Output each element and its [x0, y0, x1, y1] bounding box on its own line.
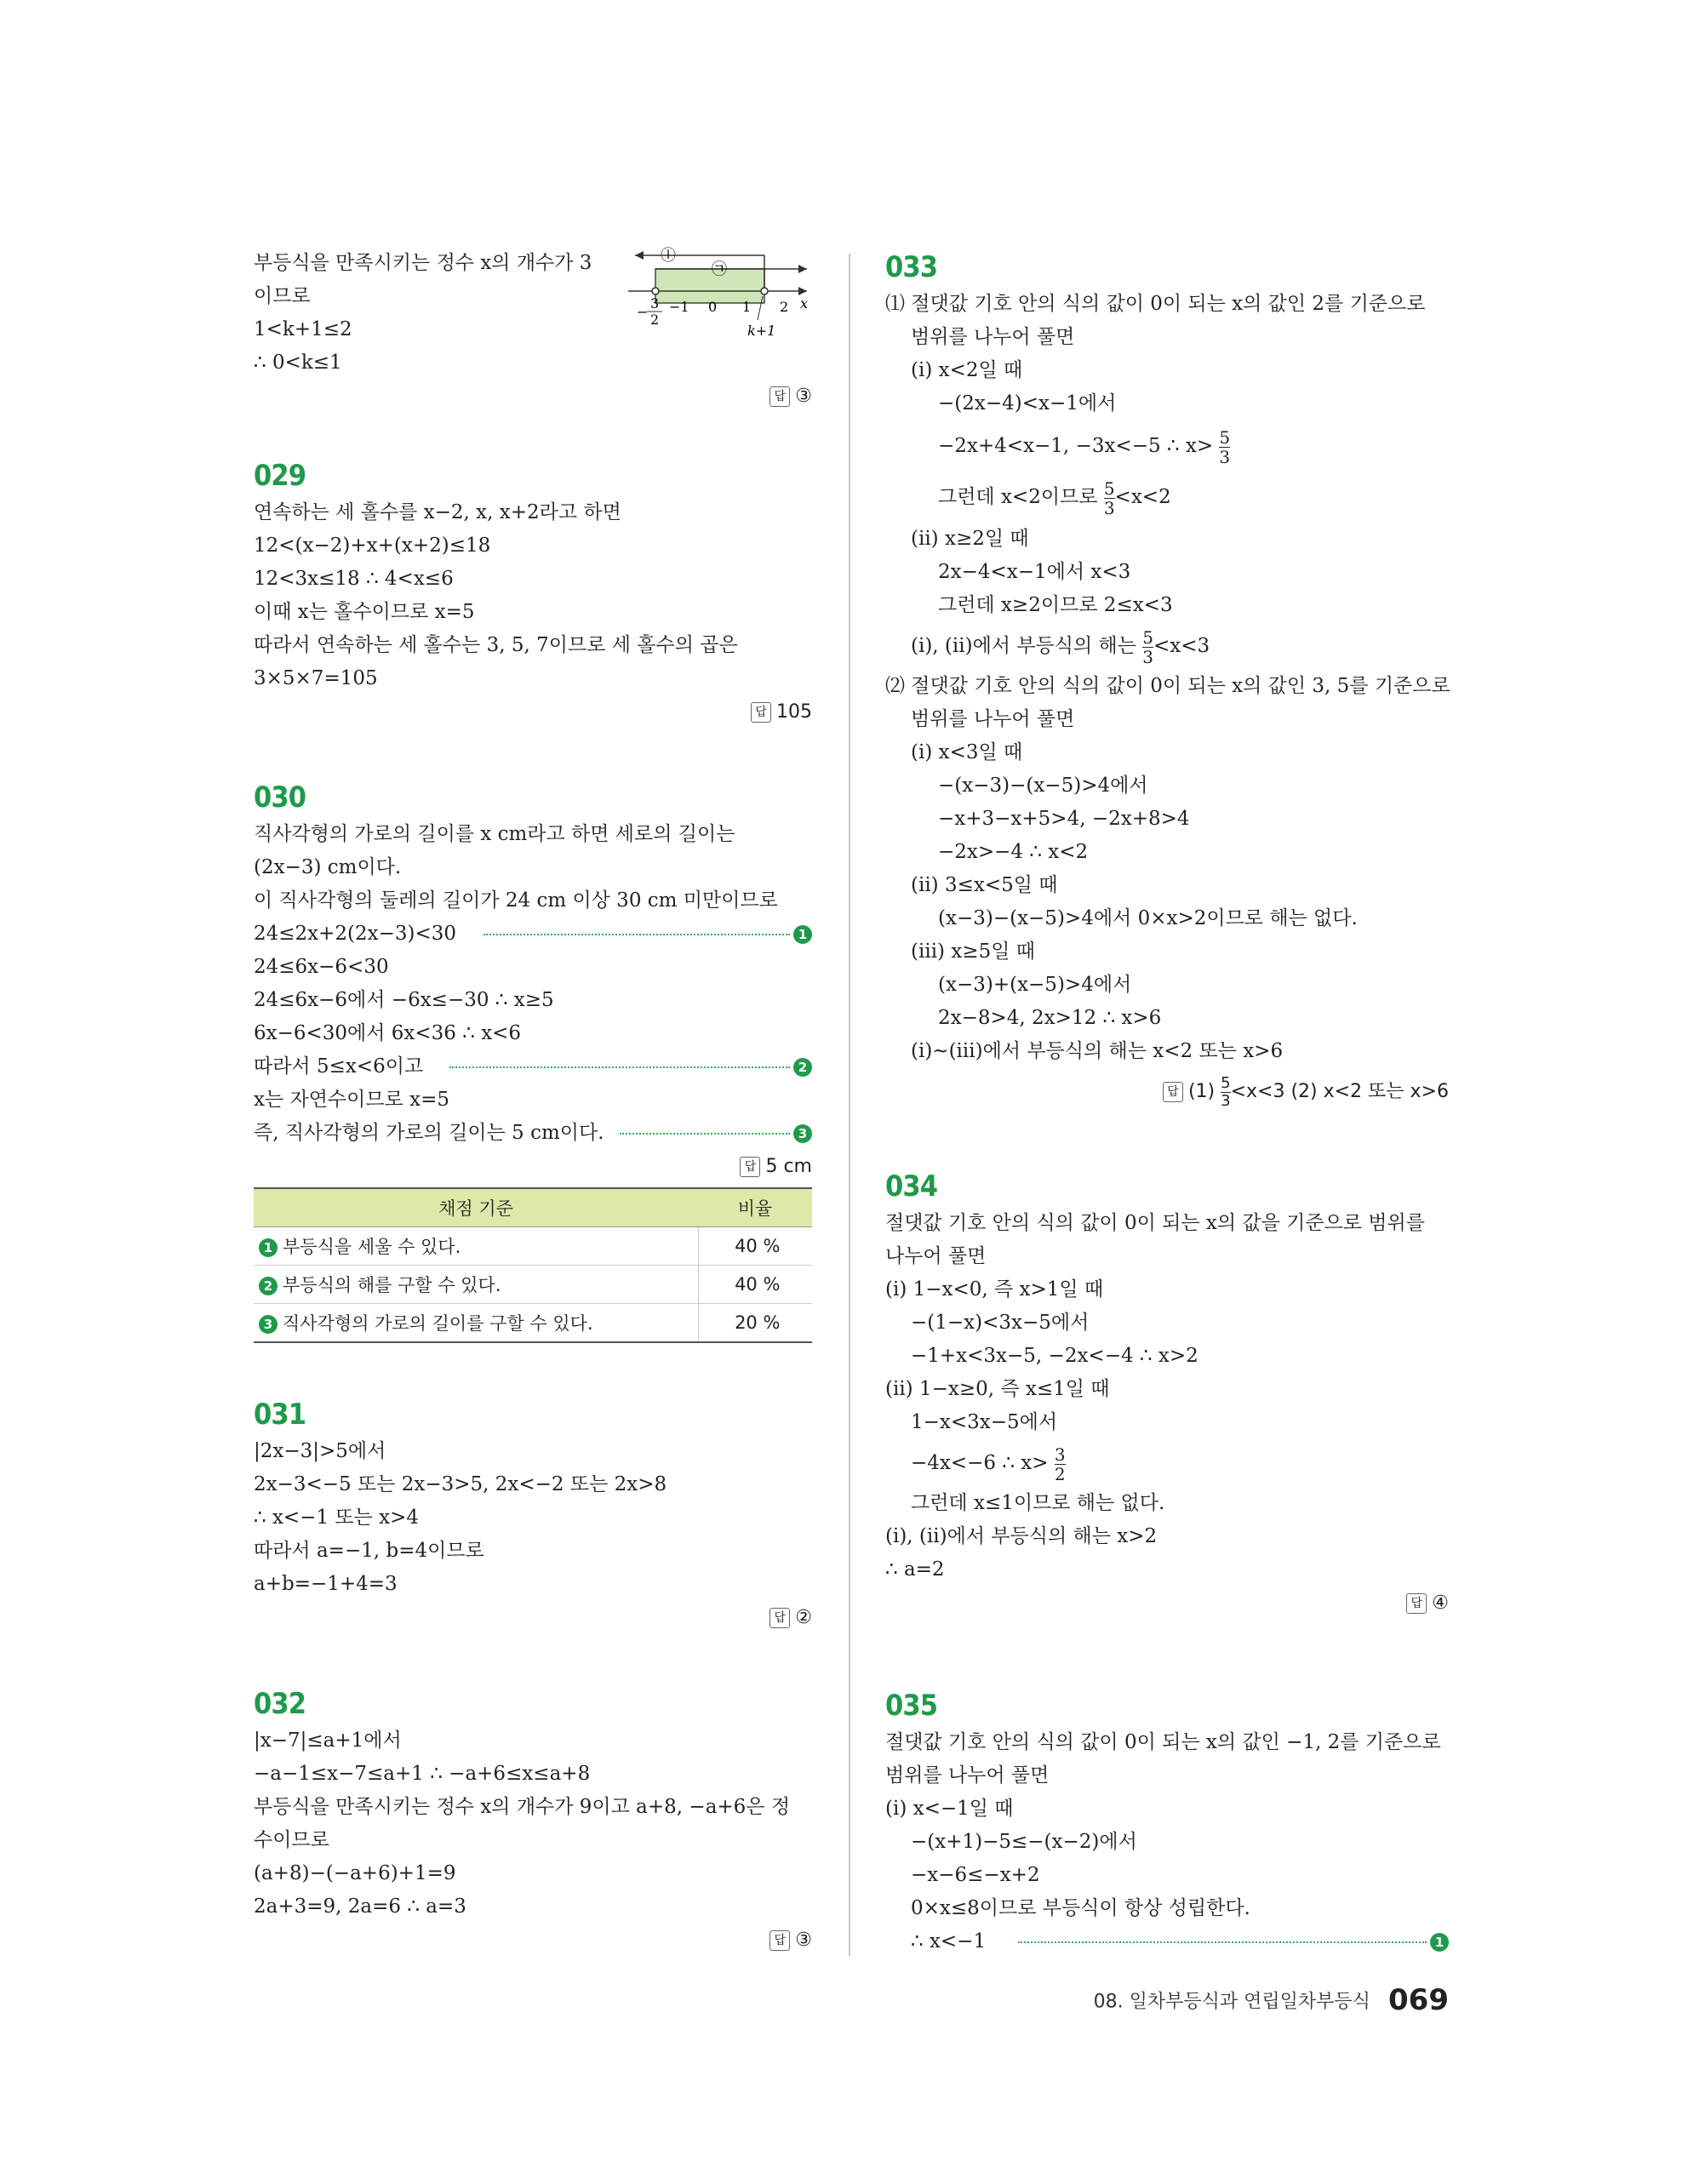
- table-row: 2 부등식의 해를 구할 수 있다. 40 %: [254, 1266, 812, 1304]
- case-label: (ⅱ) 3≤x<5일 때: [911, 874, 1058, 896]
- step-marker: 2: [793, 1058, 812, 1077]
- text-line-marked: ∴ x<−1 1: [885, 1925, 1449, 1958]
- frac-den: 2: [650, 312, 660, 328]
- text-line: 부등식을 만족시키는 정수 x의 개수가 9이고 a+8, −a+6은 정: [254, 1796, 791, 1818]
- text-line: −a−1≤x−7≤a+1 ∴ −a+6≤x≤a+8: [254, 1763, 591, 1785]
- answer: 답 ③: [254, 1924, 812, 1958]
- step-marker: 3: [793, 1124, 812, 1143]
- case-label: (ⅲ) x≥5일 때: [911, 940, 1035, 963]
- text-line: 그런데 x<2이므로 $\frac{5}{3}$ <x<2: [938, 477, 1171, 518]
- text-line: 연속하는 세 홀수를 x−2, x, x+2라고 하면: [254, 501, 621, 523]
- text-line: 24≤6x−6<30: [254, 956, 389, 978]
- case-label: (ⅰ) x<3일 때: [911, 741, 1023, 763]
- chapter-title: 08. 일차부등식과 연립일차부등식: [1093, 1991, 1370, 2013]
- text-line: (x−3)−(x−5)>4에서 0×x>2이므로 해는 없다.: [938, 907, 1358, 929]
- tick-label: −1: [669, 299, 689, 315]
- k-plus-1-label: k+1: [747, 323, 776, 339]
- text-line: −2x>−4 ∴ x<2: [938, 841, 1089, 863]
- answer: 답 105: [254, 695, 812, 729]
- text-line: −x−6≤−x+2: [911, 1864, 1040, 1886]
- frac-num: 3: [650, 295, 660, 312]
- text-line: 나누어 풀면: [885, 1245, 987, 1267]
- text-line: 그런데 x≤1이므로 해는 없다.: [911, 1492, 1165, 1514]
- svg-text:−: −: [637, 304, 649, 320]
- text-line: 범위를 나누어 풀면: [911, 326, 1075, 348]
- answer-badge: 답: [1163, 1082, 1183, 1102]
- text-line: 1−x<3x−5에서: [911, 1411, 1058, 1433]
- text-line: 부등식을 만족시키는 정수 x의 개수가 3: [254, 252, 592, 274]
- problem-number: 033: [885, 250, 938, 284]
- text-line: (2x−3) cm이다.: [254, 856, 402, 878]
- case-label: (ⅰ) x<2일 때: [911, 359, 1023, 381]
- table-row: 1 부등식을 세울 수 있다. 40 %: [254, 1227, 812, 1266]
- text-line: 이때 x는 홀수이므로 x=5: [254, 601, 475, 623]
- answer: 답 ②: [254, 1601, 812, 1635]
- tick-label: 0: [708, 299, 718, 315]
- text-line: 1<k+1≤2: [254, 318, 352, 340]
- text-line: ∴ a=2: [885, 1558, 945, 1581]
- problem-number: 031: [254, 1398, 306, 1432]
- tick-label: 1: [742, 299, 752, 315]
- answer: 답 ③: [254, 380, 812, 414]
- text-line: 2x−3<−5 또는 2x−3>5, 2x<−2 또는 2x>8: [254, 1473, 667, 1495]
- answer: 답 (1) $\frac{5}{3}$ <x<3 (2) x<2 또는 x>6: [885, 1068, 1449, 1116]
- number-line-diagram: [620, 240, 815, 342]
- text-line: −4x<−6 ∴ x> $\frac{3}{2}$: [911, 1444, 1066, 1484]
- grading-table: [254, 1187, 812, 1343]
- fraction: $\frac{5}{3}$: [1142, 626, 1153, 667]
- text-line: −x+3−x+5>4, −2x+8>4: [938, 808, 1190, 830]
- text-line: 따라서 연속하는 세 홀수는 3, 5, 7이므로 세 홀수의 곱은: [254, 634, 738, 656]
- solution-029: [254, 455, 812, 729]
- text-line: (a+8)−(−a+6)+1=9: [254, 1862, 456, 1884]
- text-line: ∴ x<−1 또는 x>4: [254, 1507, 420, 1529]
- answer: 답 ④: [885, 1587, 1449, 1621]
- problem-number: 034: [885, 1169, 938, 1203]
- solution-034: [885, 1166, 1449, 1621]
- fraction: $\frac{3}{2}$: [1054, 1444, 1066, 1484]
- text-line: 12<3x≤18 ∴ 4<x≤6: [254, 568, 454, 590]
- text-line-marked: 24≤2x+2(2x−3)<30 1: [254, 918, 812, 951]
- text-line: 6x−6<30에서 6x<36 ∴ x<6: [254, 1022, 522, 1044]
- text-line: (ⅰ)~(ⅲ)에서 부등식의 해는 x<2 또는 x>6: [911, 1040, 1284, 1062]
- problem-number: 030: [254, 780, 306, 815]
- text-line: (x−3)+(x−5)>4에서: [938, 974, 1132, 996]
- text-line: 범위를 나누어 풀면: [885, 1764, 1050, 1787]
- solution-030: [254, 777, 812, 1343]
- text-line: (ⅰ), (ⅱ)에서 부등식의 해는 $\frac{5}{3}$ <x<3: [911, 626, 1210, 667]
- text-line: 절댓값 기호 안의 식의 값이 0이 되는 x의 값을 기준으로 범위를: [885, 1212, 1425, 1234]
- text-line: 절댓값 기호 안의 식의 값이 0이 되는 x의 값인 −1, 2를 기준으로: [885, 1731, 1441, 1753]
- text-line: 범위를 나누어 풀면: [911, 708, 1075, 730]
- problem-number: 029: [254, 459, 306, 493]
- text-line: ⑴ 절댓값 기호 안의 식의 값이 0이 되는 x의 값인 2를 기준으로: [885, 293, 1426, 315]
- text-line-marked: 즉, 직사각형의 가로의 길이는 5 cm이다. 3: [254, 1117, 812, 1150]
- text-line: −(1−x)<3x−5에서: [911, 1312, 1090, 1334]
- table-row: 3 직사각형의 가로의 길이를 구할 수 있다. 20 %: [254, 1304, 812, 1343]
- answer-badge: 답: [769, 1608, 790, 1628]
- text-line: −1+x<3x−5, −2x<−4 ∴ x>2: [911, 1345, 1199, 1367]
- answer-badge: 답: [1406, 1593, 1427, 1614]
- answer-badge: 답: [769, 386, 790, 407]
- case-label: (ⅰ) 1−x<0, 즉 x>1일 때: [885, 1278, 1104, 1301]
- text-line: 그런데 x≥2이므로 2≤x<3: [938, 594, 1173, 616]
- text-line: |x−7|≤a+1에서: [254, 1729, 402, 1752]
- problem-number: 032: [254, 1687, 306, 1721]
- solution-033: [885, 247, 1449, 1116]
- text-line: −(x−3)−(x−5)>4에서: [938, 775, 1148, 797]
- answer-badge: 답: [751, 702, 771, 723]
- text-line: 2x−8>4, 2x>12 ∴ x>6: [938, 1007, 1162, 1029]
- solution-031: [254, 1394, 812, 1635]
- case-label: (ⅱ) x≥2일 때: [911, 528, 1029, 550]
- column-divider: [849, 254, 850, 1956]
- text-line: 2x−4<x−1에서 x<3: [938, 561, 1131, 583]
- text-line: x는 자연수이므로 x=5: [254, 1089, 449, 1111]
- text-line: 직사각형의 가로의 길이를 x cm라고 하면 세로의 길이는: [254, 823, 735, 845]
- label-l: ⓛ: [661, 247, 676, 265]
- step-marker: 1: [793, 925, 812, 944]
- text-line: 이 직사각형의 둘레의 길이가 24 cm 이상 30 cm 미만이므로: [254, 889, 778, 912]
- answer-badge: 답: [769, 1930, 790, 1951]
- text-line: −2x+4<x−1, −3x<−5 ∴ x> $\frac{5}{3}$: [938, 426, 1231, 467]
- text-line: 수이므로: [254, 1829, 329, 1851]
- solution-035: [885, 1685, 1449, 1958]
- text-line: −(x+1)−5≤−(x−2)에서: [911, 1831, 1137, 1853]
- table-header: 채점 기준: [254, 1188, 698, 1227]
- problem-number: 035: [885, 1689, 938, 1723]
- text-line: a+b=−1+4=3: [254, 1573, 398, 1595]
- fraction: $\frac{5}{3}$: [1221, 1073, 1231, 1110]
- case-label: (ⅰ) x<−1일 때: [885, 1798, 1014, 1820]
- text-line-marked: 따라서 5≤x<6이고 2: [254, 1050, 812, 1083]
- step-marker: 1: [1430, 1933, 1449, 1952]
- text-line: 3×5×7=105: [254, 667, 378, 689]
- table-header: 비율: [698, 1188, 812, 1227]
- text-line: |2x−3|>5에서: [254, 1440, 386, 1462]
- text-line: (ⅰ), (ⅱ)에서 부등식의 해는 x>2: [885, 1525, 1158, 1547]
- text-line: ⑵ 절댓값 기호 안의 식의 값이 0이 되는 x의 값인 3, 5를 기준으로: [885, 675, 1450, 697]
- case-label: (ⅱ) 1−x≥0, 즉 x≤1일 때: [885, 1378, 1110, 1400]
- text-line: −(2x−4)<x−1에서: [938, 392, 1117, 415]
- text-line: 12<(x−2)+x+(x+2)≤18: [254, 535, 491, 557]
- text-line: 이므로: [254, 285, 311, 307]
- solution-032: [254, 1684, 812, 1958]
- axis-label: x: [800, 295, 809, 312]
- fraction: $\frac{5}{3}$: [1103, 477, 1115, 518]
- label-giyeok: ㉠: [712, 260, 727, 278]
- text-line: 0×x≤8이므로 부등식이 항상 성립한다.: [911, 1897, 1250, 1919]
- text-line: 2a+3=9, 2a=6 ∴ a=3: [254, 1895, 466, 1918]
- fraction: $\frac{5}{3}$: [1219, 426, 1231, 467]
- answer-badge: 답: [740, 1157, 760, 1177]
- tick-label: 2: [780, 299, 789, 315]
- solution-028: [254, 247, 812, 414]
- page-number: 069: [1388, 1983, 1449, 2017]
- text-line: 24≤6x−6에서 −6x≤−30 ∴ x≥5: [254, 989, 554, 1011]
- answer: 답 5 cm: [254, 1150, 812, 1184]
- text-line: 따라서 a=−1, b=4이므로: [254, 1540, 484, 1562]
- text-line: ∴ 0<k≤1: [254, 352, 342, 374]
- page-footer: [1094, 1983, 1449, 2017]
